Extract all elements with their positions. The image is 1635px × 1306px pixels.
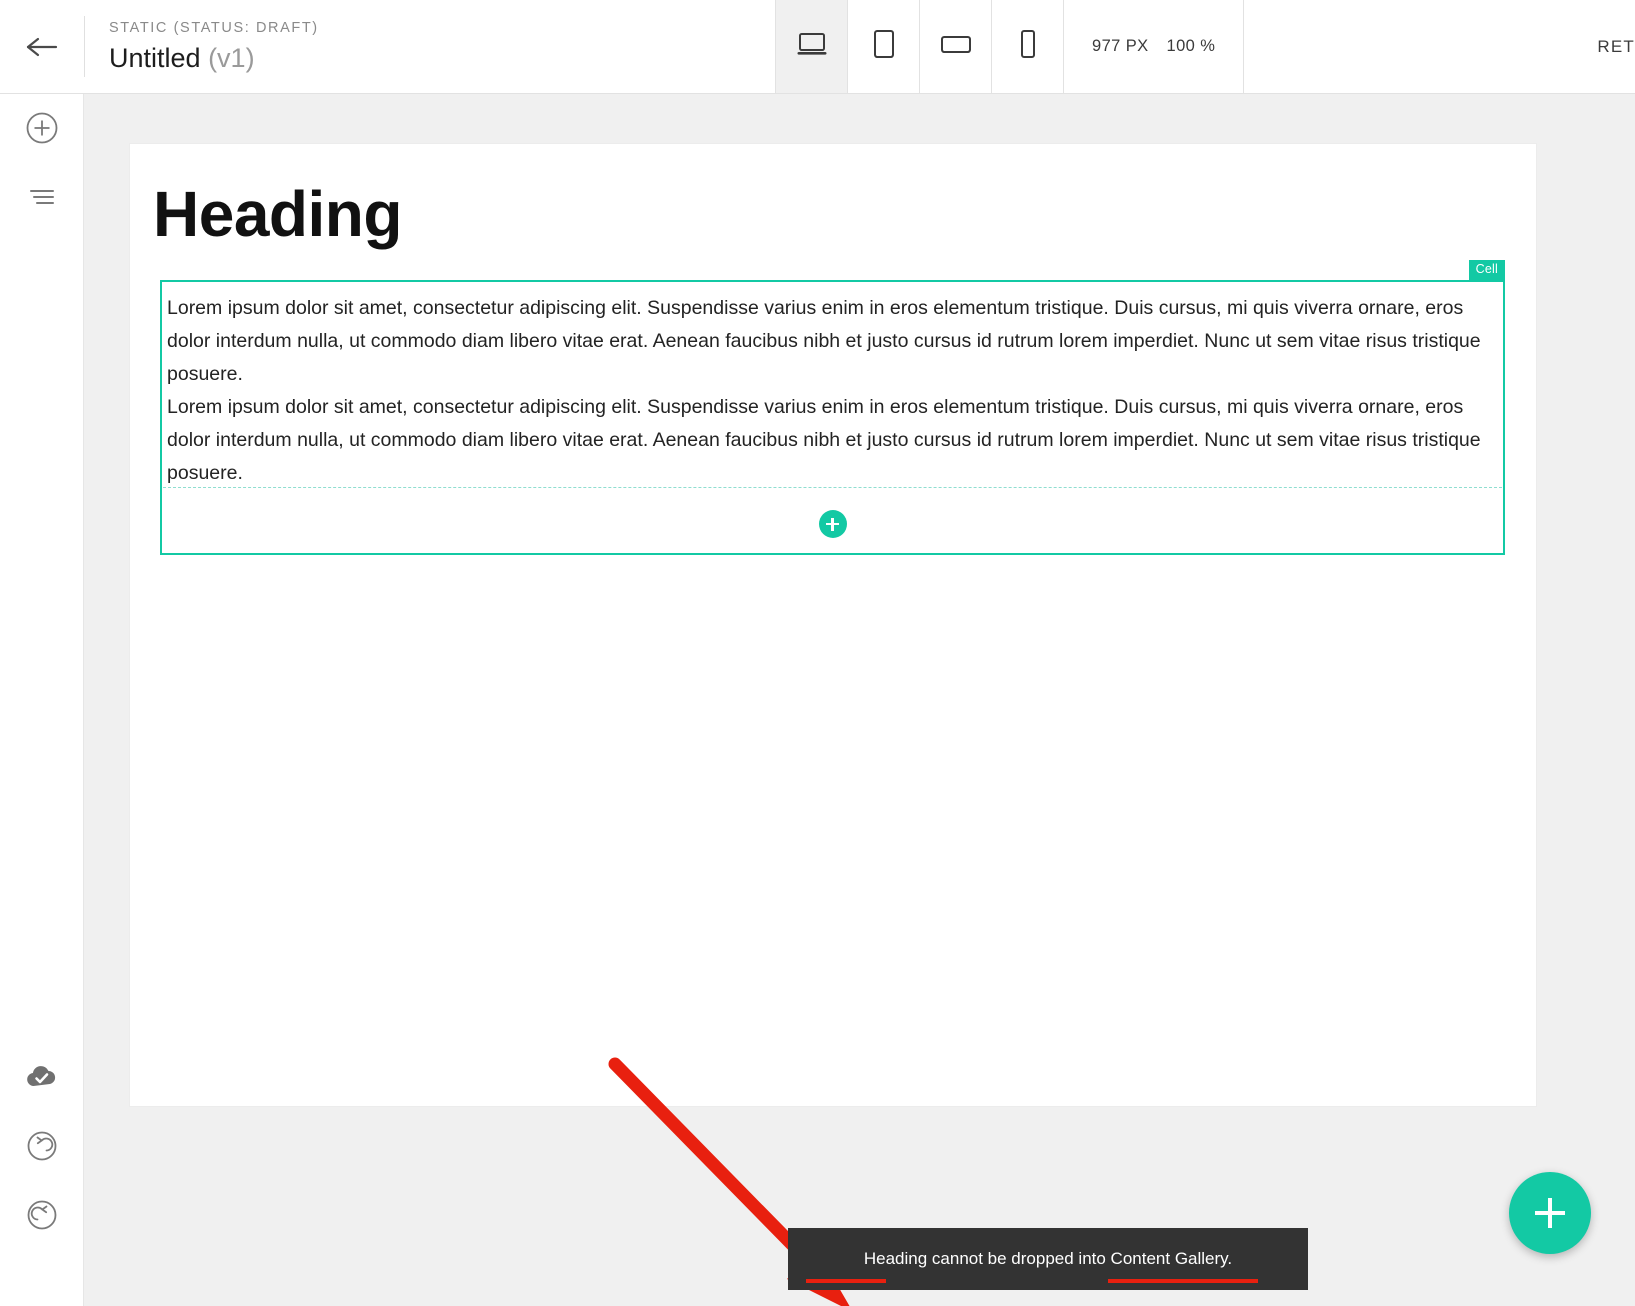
paragraph-1: Lorem ipsum dolor sit amet, consectetur adipiscing elit. Suspendisse varius enim in eros elementum tristique. Duis cursus, mi quis viverra ornare, eros dolor interdum nulla, ut commodo diam libero vitae erat. Aenean faucibus nibh et justo cursus id rutrum lorem imperdiet. Nunc ut sem vitae risus tristique posuere.: [167, 297, 1481, 385]
cell-badge: Cell: [1469, 260, 1505, 280]
tablet-landscape-icon: [940, 32, 972, 61]
page-preview[interactable]: [130, 144, 1536, 1106]
toast-notification: [788, 1228, 1308, 1290]
arrow-left-icon: [25, 35, 59, 59]
desktop-icon: [797, 31, 827, 62]
annotation-underline-content-gallery: [1108, 1279, 1258, 1283]
layers-icon: [27, 184, 57, 215]
cell-inner-divider: [163, 487, 1502, 488]
device-desktop-button[interactable]: [776, 0, 848, 93]
undo-icon: [26, 1130, 58, 1167]
redo-icon: [26, 1199, 58, 1236]
cloud-check-icon: [24, 1063, 60, 1096]
canvas-heading[interactable]: Heading: [153, 178, 402, 250]
layers-button[interactable]: [22, 179, 62, 219]
document-status: STATIC (STATUS: DRAFT): [109, 19, 319, 36]
annotation-underline-heading: [806, 1279, 886, 1283]
plus-circle-icon: [25, 111, 59, 150]
viewport-zoom-block: [1064, 0, 1244, 93]
page-title[interactable]: [109, 43, 775, 74]
viewport-width-value[interactable]: 977 PX: [1092, 37, 1149, 55]
top-bar: [0, 0, 1635, 94]
add-content-button[interactable]: [819, 510, 847, 538]
device-mobile-button[interactable]: [992, 0, 1064, 93]
back-button[interactable]: [0, 0, 84, 93]
device-preview-group: [775, 0, 1064, 93]
zoom-level-value[interactable]: 100 %: [1166, 37, 1216, 55]
redo-button[interactable]: [22, 1197, 62, 1237]
canvas-area[interactable]: [85, 94, 1635, 1306]
cell-text-content[interactable]: [163, 292, 1502, 490]
left-rail: [0, 94, 84, 1306]
document-title-block: [85, 0, 775, 93]
add-element-button[interactable]: [22, 110, 62, 150]
document-name: Untitled: [109, 42, 201, 73]
device-tablet-landscape-button[interactable]: [920, 0, 992, 93]
toast-message: Heading cannot be dropped into Content Gallery.: [863, 1249, 1233, 1268]
selected-cell[interactable]: [160, 262, 1505, 555]
return-action[interactable]: RET: [1597, 36, 1635, 56]
mobile-icon: [1018, 29, 1038, 64]
undo-button[interactable]: [22, 1128, 62, 1168]
top-bar-actions: [1244, 0, 1635, 93]
saved-status-icon-button[interactable]: [22, 1059, 62, 1099]
paragraph-2: Lorem ipsum dolor sit amet, consectetur adipiscing elit. Suspendisse varius enim in eros elementum tristique. Duis cursus, mi quis viverra ornare, eros dolor interdum nulla, ut commodo diam libero vitae erat. Aenean faucibus nibh et justo cursus id rutrum lorem imperdiet. Nunc ut sem vitae risus tristique posuere.: [167, 396, 1481, 484]
device-tablet-button[interactable]: [848, 0, 920, 93]
document-version: (v1): [208, 42, 255, 73]
tablet-icon: [872, 29, 896, 64]
add-floating-button[interactable]: [1509, 1172, 1591, 1254]
